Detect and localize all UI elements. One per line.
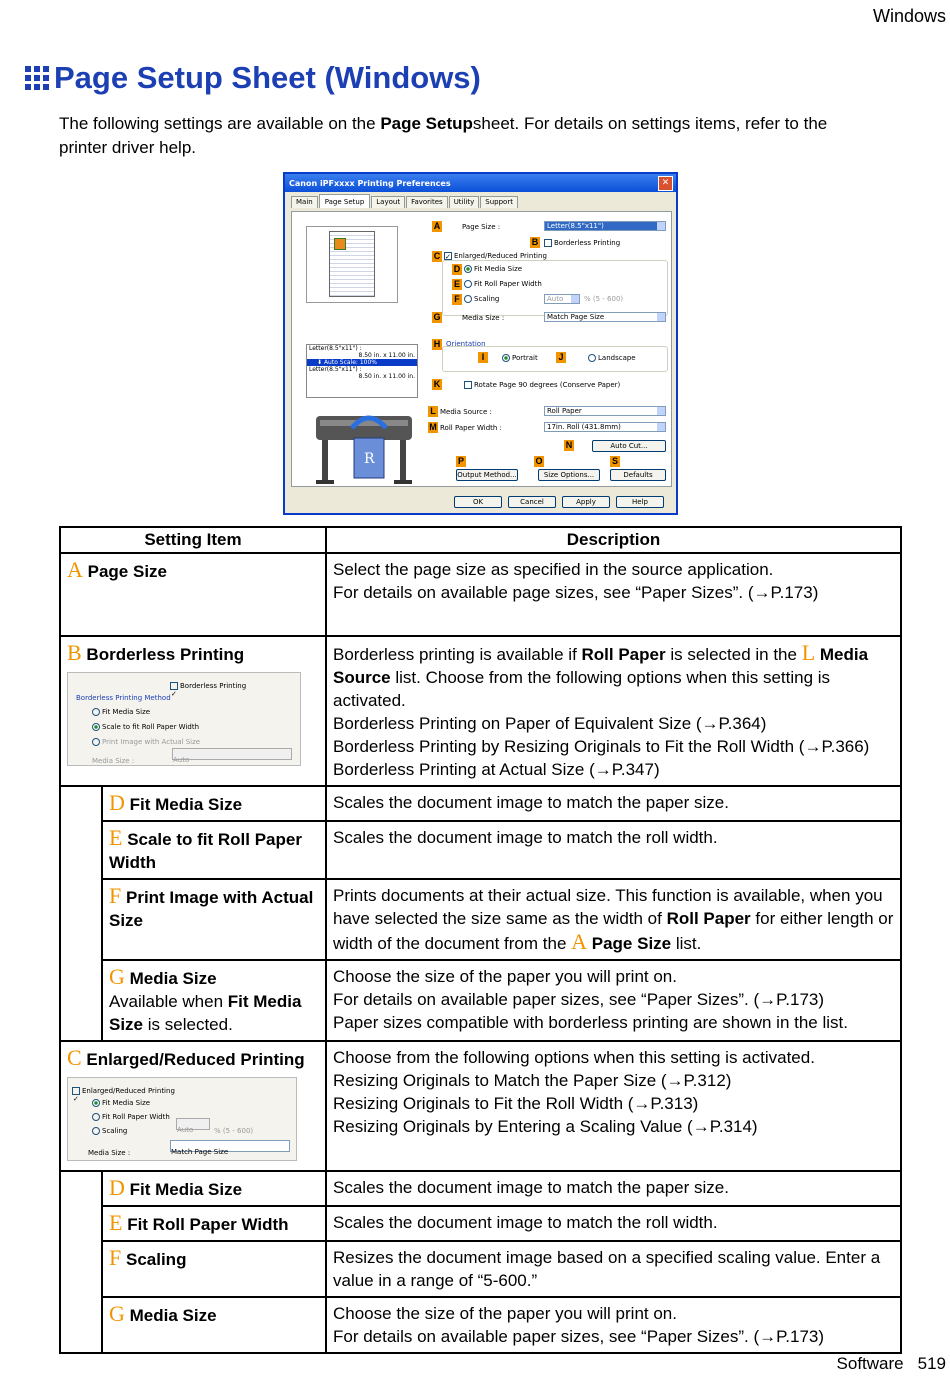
size-options-button[interactable]: Size Options... [538,469,600,481]
description-line: Borderless Printing at Actual Size (→P.347) [333,760,660,779]
auto-cut-button[interactable]: Auto Cut... [592,440,666,452]
inline-letter: A [571,929,588,954]
setting-letter: E [109,1210,123,1235]
page-size-select[interactable]: Letter(8.5"x11") [544,221,666,231]
intro-paragraph [59,112,879,160]
borderless-label: Borderless Printing [554,239,621,247]
table-row [60,1041,901,1171]
page-size-label: Page Size : [462,223,501,231]
cancel-button[interactable]: Cancel [508,496,556,508]
thumb-select: Auto [172,748,292,760]
description-cell: Resizes the document image based on a specified scaling value. Enter a value in a range of “5-600.” [326,1241,901,1297]
footer-section: Software [836,1354,904,1373]
printing-preferences-dialog [283,172,678,515]
thumb-label: Media Size : [92,757,135,765]
marker-b: B [531,237,539,247]
setting-cell [102,821,326,879]
page-preview [306,226,398,303]
description-line: Choose the size of the paper you will print on. [333,967,677,986]
thumb-label: Scaling [102,1127,128,1135]
setting-cell [60,553,326,636]
setting-letter: E [109,825,123,850]
thumb-label: Enlarged/Reduced Printing [82,1087,175,1095]
description-cell [326,553,901,636]
scaling-label: Scaling [474,295,500,303]
setting-name: Media Size [129,1306,217,1325]
description-cell [326,960,901,1041]
scaling-range: % (5 - 600) [584,295,624,303]
table-row [60,960,901,1041]
thumb-label: % (5 - 600) [214,1127,254,1135]
table-row [60,1206,901,1241]
setting-name: Fit Media Size [129,1180,243,1199]
roll-width-select[interactable]: 17in. Roll (431.8mm) [544,422,666,432]
thumb-group-label: Borderless Printing Method [76,694,171,702]
dialog-title: Canon iPFxxxx Printing Preferences [289,178,451,188]
intro-bold: Page Setup [380,114,473,133]
thumb-radio [92,1120,127,1143]
header-section: Windows [872,6,946,26]
description-cell: Scales the document image to match the roll width. [326,1206,901,1241]
thumb-input: Auto [176,1118,210,1130]
text: Borderless printing is available if [333,645,582,664]
orientation-label: Orientation [446,340,486,348]
text: Prints documents at their actual size. This function is available, when you have selected the size same as the width of [333,886,883,928]
description-cell: Scales the document image to match the paper size. [326,1171,901,1206]
description-cell [326,1041,901,1171]
setting-name: Print Image with Actual Size [109,888,314,930]
description-cell: Scales the document image to match the roll width. [326,821,901,879]
text: for either length or width of the document from the [333,909,894,953]
text: is selected. [143,1015,233,1034]
description-line: Resizing Originals to Fit the Roll Width (→P.313) [333,1094,699,1113]
setting-letter: D [109,790,125,815]
thumb-label: Fit Media Size [102,1099,151,1107]
preview-line-highlight: ⬇ Auto Scale: 100% [307,359,417,366]
inline-letter: L [801,640,816,665]
setting-cell [60,636,326,786]
setting-cell [102,1171,326,1206]
borderless-checkbox[interactable] [544,239,620,247]
description-line: Resizing Originals by Entering a Scaling Value (→P.314) [333,1117,758,1136]
setting-letter: D [109,1175,125,1200]
thumb-label: Borderless Printing [180,682,247,690]
text-bold: Page Size [591,934,672,953]
setting-cell [102,1241,326,1297]
description-line: For details on available page sizes, see “Paper Sizes”. (→P.173) [333,583,819,602]
marker-d: D [453,264,461,274]
fit-roll-label: Fit Roll Paper Width [474,280,542,288]
thumb-checkbox: ✓Borderless Printing [171,682,247,698]
fit-roll-radio[interactable] [464,280,542,288]
marker-p: P [457,456,464,466]
media-source-label: Media Source : [440,408,492,416]
landscape-radio[interactable] [588,354,636,362]
svg-text:R: R [364,451,375,467]
thumb-label: Print Image with Actual Size [102,738,201,746]
preview-line: Auto Scale: 100% [323,359,377,366]
text-bold: Roll Paper [666,909,751,928]
defaults-button[interactable]: Defaults [610,469,666,481]
setting-name: Fit Media Size [129,795,243,814]
setting-cell [102,879,326,960]
preview-line: Letter(8.5"x11") : [309,345,362,352]
description-line: Choose the size of the paper you will print on. [333,1304,677,1323]
fit-media-radio[interactable] [464,265,522,273]
marker-n: N [565,440,573,450]
preview-size-info [306,344,418,398]
thumb-label: Scale to fit Roll Paper Width [102,723,200,731]
marker-f: F [452,294,462,305]
marker-a: A [433,221,441,231]
setting-name: Media Size [129,969,217,988]
printer-illustration [314,408,414,488]
intro-text: The following settings are available on the [59,114,381,133]
table-row [60,821,901,879]
description-line: Paper sizes compatible with borderless printing are shown in the list. [333,1013,848,1032]
header-setting-item: Setting Item [60,527,326,553]
setting-cell [102,960,326,1041]
enlarged-checkbox[interactable]: ✓ Enlarged/Reduced Printing [445,252,547,261]
text-bold: Roll Paper [581,645,666,664]
marker-i: I [478,352,488,363]
marker-c: C [433,251,441,261]
description-line: For details on available paper sizes, see “Paper Sizes”. (→P.173) [333,990,825,1009]
text: is selected in the [665,645,802,664]
description-line: Choose from the following options when this setting is activated. [333,1048,815,1067]
portrait-radio[interactable] [502,354,538,362]
table-row [60,636,901,786]
thumb-checkbox: ✓Enlarged/Reduced Printing [73,1087,175,1103]
roll-width-label: Roll Paper Width : [440,424,502,432]
description-line: Borderless Printing by Resizing Originals to Fit the Roll Width (→P.366) [333,737,870,756]
setting-name: Enlarged/Reduced Printing [86,1050,305,1069]
media-source-select[interactable]: Roll Paper [544,406,666,416]
dialog-tabs [285,192,676,208]
thumb-label: Fit Media Size [102,708,151,716]
landscape-label: Landscape [598,354,636,362]
table-row [60,1241,901,1297]
marker-h: H [433,339,441,349]
description-line: Resizing Originals to Match the Paper Size (→P.312) [333,1071,732,1090]
preview-line: Letter(8.5"x11") : [309,366,362,373]
borderless-thumbnail [67,672,301,766]
grid-icon [24,65,50,91]
media-size-select[interactable]: Match Page Size [544,312,666,322]
table-row [60,786,901,821]
marker-g: G [433,312,441,322]
setting-name: Scaling [125,1250,187,1269]
header-description: Description [326,527,901,553]
close-icon[interactable]: ✕ [658,176,673,191]
thumb-label: Fit Roll Paper Width [102,1113,170,1121]
setting-letter: F [109,1245,122,1270]
setting-cell [60,1041,326,1171]
description-line: Borderless Printing on Paper of Equivalent Size (→P.364) [333,714,767,733]
text-bold: Fit Media Size [109,992,302,1034]
marker-l: L [428,406,438,417]
settings-table [59,526,902,1354]
dialog-titlebar [285,174,676,192]
setting-cell [102,1297,326,1353]
page-footer [823,1354,946,1374]
text: list. Choose from the following options when this setting is activated. [333,668,831,710]
rotate-checkbox[interactable] [464,381,620,389]
apply-button[interactable]: Apply [562,496,610,508]
page-title-block [24,60,481,96]
text: list. [671,934,702,953]
description-cell: Scales the document image to match the paper size. [326,786,901,821]
thumb-label: Media Size : [88,1149,131,1157]
tab-layout[interactable]: Layout [371,196,405,208]
page-title: Page Setup Sheet (Windows) [54,60,481,95]
description-line: Select the page size as specified in the source application. [333,560,774,579]
setting-letter: A [67,557,83,582]
setting-letter: B [67,640,82,665]
setting-name: Page Size [87,562,167,581]
tab-support[interactable]: Support [480,196,518,208]
enlarged-label: Enlarged/Reduced Printing [454,252,547,260]
output-method-button[interactable]: Output Method... [457,471,517,479]
table-row [60,553,901,636]
page-number: 519 [917,1354,946,1373]
ok-button[interactable]: OK [454,496,502,508]
setting-cell [102,786,326,821]
description-line: For details on available paper sizes, see “Paper Sizes”. (→P.173) [333,1327,825,1346]
table-header-row [60,527,901,553]
tab-utility[interactable]: Utility [449,196,480,208]
preview-line: 8.50 in. x 11.00 in. [358,352,415,359]
preview-line: 8.50 in. x 11.00 in. [358,373,415,380]
setting-name: Scale to fit Roll Paper Width [109,830,302,872]
rotate-label: Rotate Page 90 degrees (Conserve Paper) [474,381,621,389]
tab-main[interactable]: Main [291,196,318,208]
marker-j: J [556,352,566,363]
setting-name: Fit Roll Paper Width [127,1215,289,1234]
preview-page [329,231,375,297]
thumb-select: Match Page Size [170,1140,290,1152]
description-line [333,641,894,712]
indent-cell [60,1171,102,1353]
tab-favorites[interactable]: Favorites [406,196,448,208]
text: Available when [109,992,228,1011]
tab-page-setup[interactable]: Page Setup [319,194,371,208]
enlarged-thumbnail [67,1077,297,1161]
setting-name: Borderless Printing [86,645,245,664]
marker-o: O [535,456,543,466]
page-setup-panel [291,211,672,487]
setting-letter: G [109,1301,125,1326]
scaling-input[interactable]: Auto [544,294,580,304]
table-row [60,1297,901,1353]
description-cell [326,636,901,786]
setting-letter: F [109,883,122,908]
setting-cell [102,1206,326,1241]
fit-media-label: Fit Media Size [474,265,523,273]
scaling-radio[interactable] [464,295,499,303]
intro-text-end: sheet. For details on settings items, refer to the printer driver help. [59,114,828,157]
marker-s: S [611,456,618,466]
media-size-label: Media Size : [462,314,505,322]
indent-cell [60,786,102,1041]
table-row [60,879,901,960]
marker-e: E [453,279,460,289]
marker-m: M [429,422,437,432]
description-cell [326,1297,901,1353]
marker-k: K [433,379,441,389]
help-button[interactable]: Help [616,496,664,508]
portrait-label: Portrait [512,354,538,362]
setting-letter: G [109,964,125,989]
table-row [60,1171,901,1206]
setting-letter: C [67,1045,82,1070]
description-cell [326,879,901,960]
text-bold: Media Source [333,645,869,687]
